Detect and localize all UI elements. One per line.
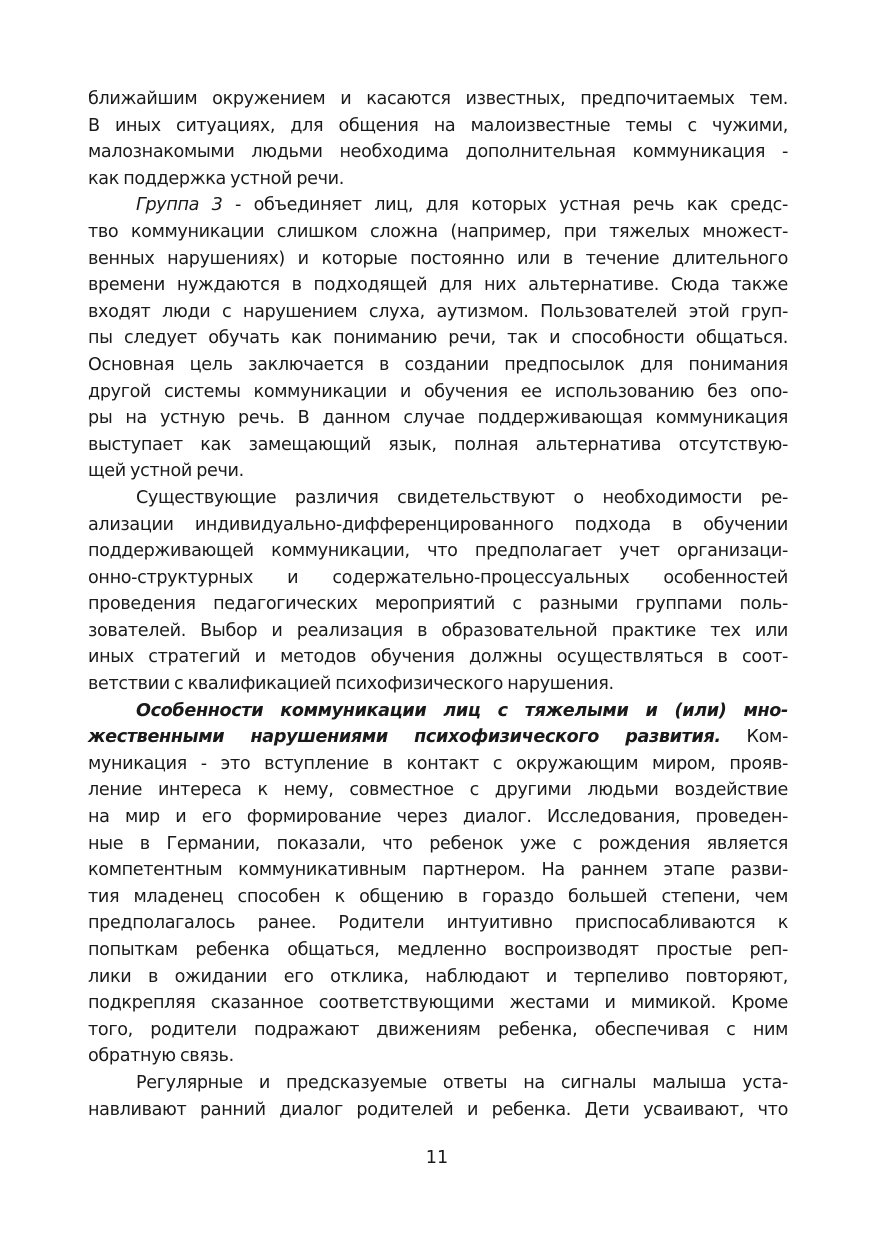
- text-line: [88, 804, 788, 831]
- italic-term: Группа 3: [136, 195, 223, 216]
- text-run: иных стратегий и методов обучения должны осуществляться в соот-: [88, 647, 788, 668]
- paragraph: [88, 86, 788, 192]
- text-line: [88, 1070, 788, 1097]
- paragraph: [88, 1070, 788, 1123]
- text-line: [88, 458, 788, 485]
- section-heading-run: жественными нарушениями психофизического развития.: [88, 727, 721, 748]
- page-number: 11: [425, 1148, 449, 1168]
- text-run: другой системы коммуникации и обучения ее использованию без опо-: [88, 381, 788, 402]
- section-heading-run: Особенности коммуникации лиц с тяжелыми и (или) мно-: [136, 700, 788, 721]
- text-line: [88, 831, 788, 858]
- text-line: [88, 379, 788, 406]
- text-run: малознакомыми людьми необходима дополнительная коммуникация -: [88, 142, 788, 163]
- text-line: [88, 671, 788, 698]
- text-line: [88, 1097, 788, 1124]
- text-run: навливают ранний диалог родителей и ребенка. Дети усваивают, что: [88, 1099, 788, 1120]
- text-line: [88, 166, 788, 193]
- text-run: Регулярные и предсказуемые ответы на сигналы малыша уста-: [136, 1072, 788, 1093]
- text-line: [88, 591, 788, 618]
- text-line: [88, 964, 788, 991]
- text-line: [88, 777, 788, 804]
- text-line: [88, 751, 788, 778]
- text-run: онно-структурных и содержательно-процессуальных особенностей: [88, 567, 788, 588]
- text-run: щей устной речи.: [88, 461, 244, 482]
- text-line: [88, 990, 788, 1017]
- text-run: попыткам ребенка общаться, медленно воспроизводят простые реп-: [88, 940, 788, 960]
- text-run: на мир и его формирование через диалог. Исследования, проведен-: [88, 807, 788, 828]
- text-line: [88, 192, 788, 219]
- text-line: [88, 1043, 788, 1070]
- text-run: предполагалось ранее. Родители интуитивно приспосабливаются к: [88, 913, 788, 934]
- text-run: поддерживающей коммуникации, что предполагает учет организаци-: [88, 541, 788, 562]
- text-run: ры на устную речь. В данном случае поддерживающая коммуникация: [88, 408, 788, 429]
- text-run: как поддержка устной речи.: [88, 168, 345, 189]
- text-line: [88, 565, 788, 592]
- paragraph: [88, 192, 788, 485]
- text-line: [88, 910, 788, 937]
- text-line: [88, 432, 788, 459]
- text-run: лики в ожидании его отклика, наблюдают и терпеливо повторяют,: [88, 966, 788, 987]
- text-run: зователей. Выбор и реализация в образовательной практике тех или: [88, 620, 788, 641]
- text-line: [88, 618, 788, 645]
- text-run: времени нуждаются в подходящей для них альтернативе. Сюда также: [88, 275, 788, 296]
- text-run: тво коммуникации слишком сложна (например, при тяжелых множест-: [88, 221, 788, 242]
- text-run: - объединяет лиц, для которых устная речь как средс-: [222, 195, 788, 216]
- text-run: проведения педагогических мероприятий с разными группами поль-: [88, 594, 788, 615]
- text-line: [88, 325, 788, 352]
- text-line: [88, 538, 788, 565]
- text-run: тия младенец способен к общению в гораздо большей степени, чем: [88, 886, 788, 907]
- text-line: [88, 246, 788, 273]
- text-run: Ком-: [720, 727, 788, 748]
- text-line: [88, 299, 788, 326]
- text-line: [88, 512, 788, 539]
- text-line: [88, 884, 788, 911]
- text-line: [88, 644, 788, 671]
- text-line: [88, 219, 788, 246]
- text-line: [88, 86, 788, 113]
- text-line: [88, 405, 788, 432]
- text-line: [88, 272, 788, 299]
- text-line: [88, 857, 788, 884]
- text-run: Основная цель заключается в создании предпосылок для понимания: [88, 354, 788, 375]
- text-line: [88, 485, 788, 512]
- text-run: ветствии с квалификацией психофизического нарушения.: [88, 674, 614, 695]
- text-run: подкрепляя сказанное соответствующими жестами и мимикой. Кроме: [88, 993, 788, 1014]
- text-run: В иных ситуациях, для общения на малоизвестные темы с чужими,: [88, 115, 788, 136]
- text-run: обратную связь.: [88, 1046, 234, 1067]
- text-line: [88, 724, 788, 751]
- text-line: [88, 1017, 788, 1044]
- text-run: пы следует обучать как пониманию речи, так и способности общаться.: [88, 328, 788, 349]
- text-run: ближайшим окружением и касаются известных, предпочитаемых тем.: [88, 89, 788, 109]
- text-line: [88, 698, 788, 725]
- page-body-text: [88, 86, 788, 1123]
- text-line: [88, 139, 788, 166]
- text-run: венных нарушениях) и которые постоянно или в течение длительного: [88, 248, 788, 269]
- text-run: ные в Германии, показали, что ребенок уже с рождения является: [88, 833, 788, 854]
- text-run: входят люди с нарушением слуха, аутизмом. Пользователей этой груп-: [88, 301, 788, 322]
- text-run: ализации индивидуально-дифференцированного подхода в обучении: [88, 514, 788, 535]
- text-run: ление интереса к нему, совместное с другими людьми воздействие: [88, 780, 788, 801]
- text-line: [88, 352, 788, 379]
- text-run: компетентным коммуникативным партнером. На раннем этапе разви-: [88, 860, 788, 881]
- text-line: [88, 113, 788, 140]
- text-run: того, родители подражают движениям ребенка, обеспечивая с ним: [88, 1019, 788, 1040]
- text-run: выступает как замещающий язык, полная альтернатива отсутствую-: [88, 434, 788, 455]
- text-run: муникация - это вступление в контакт с окружающим миром, прояв-: [88, 753, 788, 774]
- text-run: Существующие различия свидетельствуют о необходимости ре-: [136, 487, 788, 508]
- text-line: [88, 937, 788, 964]
- paragraph: [88, 485, 788, 698]
- paragraph: [88, 698, 788, 1070]
